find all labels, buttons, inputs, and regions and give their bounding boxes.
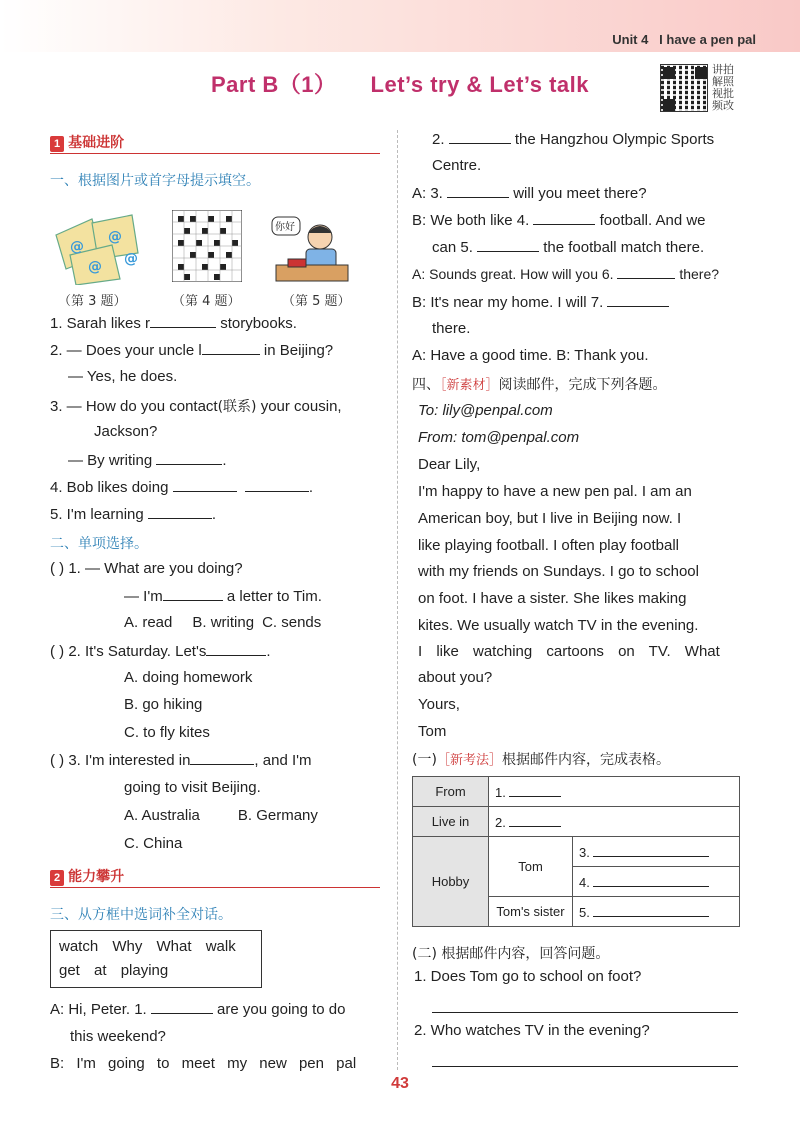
q4-heading: 四、［新素材］阅读邮件，完成下列各题。 (412, 377, 667, 393)
q1-item-2-answer: — Yes, he does. (68, 368, 178, 385)
q2-item-3-options-ab (124, 807, 318, 824)
option-a[interactable]: A. doing homework (124, 669, 253, 686)
email-body-line: like playing football. I often play football (418, 537, 679, 554)
qr-caption: 讲拍解照视批频改 (712, 63, 734, 112)
speech-bubble-text: 你好 (275, 222, 295, 233)
dialogue-line: this weekend? (70, 1028, 166, 1045)
q2-item-3: ( ) 3. I'm interested in , and I'm (50, 752, 312, 769)
option-c[interactable]: C. to fly kites (124, 724, 210, 741)
email-body-line: with my friends on Sundays. I go to school (418, 563, 699, 580)
word-box (50, 930, 262, 988)
answer-blank[interactable] (607, 293, 669, 307)
q2-item-1-line2: — I'm a letter to Tim. (124, 588, 322, 605)
word-box-row: watch Why What walk (59, 938, 236, 955)
svg-text:@: @ (70, 239, 84, 255)
email-to: To: lily@penpal.com (418, 402, 553, 419)
table-label: Live in (413, 807, 489, 837)
option-c[interactable]: C. sends (262, 614, 322, 631)
dialogue-line: B: I'm going to meet my new pen pal (50, 1055, 357, 1072)
caption-q4: （第 4 题） (172, 294, 241, 309)
q1-heading: 一、根据图片或首字母提示填空。 (50, 173, 260, 189)
q1-item-4: 4. Bob likes doing . (50, 479, 314, 496)
dialogue-line: B: We both like 4. football. And we (412, 212, 706, 229)
option-a[interactable]: A. read (124, 614, 173, 631)
envelopes-picture (52, 205, 152, 285)
q2-item-3-line2: going to visit Beijing. (124, 779, 261, 796)
table-label: Hobby (413, 837, 489, 927)
dialogue-line: 2. the Hangzhou Olympic Sports (432, 131, 715, 148)
q4-part2-heading: (二) 根据邮件内容，回答问题。 (412, 946, 610, 962)
email-body-line: on foot. I have a sister. She likes making (418, 590, 687, 607)
dialogue-line: A: Have a good time. B: Thank you. (412, 347, 649, 364)
section-badge-icon: 1 (50, 136, 64, 152)
email-greeting: Dear Lily, (418, 456, 481, 473)
page-number: 43 (391, 1075, 409, 1092)
answer-blank[interactable] (151, 1000, 213, 1014)
email-body-line: American boy, but I live in Beijing now. I (418, 510, 682, 527)
answer-blank[interactable] (245, 478, 309, 492)
caption-q3: （第 3 题） (58, 294, 127, 309)
answer-blank[interactable] (163, 587, 223, 601)
answer-blank[interactable] (617, 265, 675, 279)
dialogue-line: can 5. the football match there. (432, 239, 705, 256)
q2-heading: 二、单项选择。 (50, 536, 148, 552)
section-basic (50, 132, 380, 154)
answer-line[interactable] (432, 1066, 738, 1067)
new-method-tag: ［新考法］ (436, 753, 502, 768)
question-2: 2. Who watches TV in the evening? (414, 1022, 650, 1039)
svg-text:@: @ (124, 251, 138, 267)
email-closing: Yours, (418, 696, 460, 713)
word-box-row: get at playing (59, 962, 169, 979)
q1-item-3: 3. — How do you contact(联系) your cousin, (50, 398, 342, 415)
table-cell[interactable]: 2. (489, 807, 740, 837)
q1-item-1: 1. Sarah likes r storybooks. (50, 315, 297, 332)
table-label: From (413, 777, 489, 807)
option-b[interactable]: B. Germany (237, 807, 318, 824)
q4-part1-heading: (一)［新考法］根据邮件内容，完成表格。 (412, 752, 670, 768)
email-body-line: I'm happy to have a new pen pal. I am an (418, 483, 692, 500)
q2-item-1-options (124, 614, 321, 631)
qr-code[interactable] (660, 64, 708, 112)
caption-q5: （第 5 题） (282, 294, 351, 309)
answer-blank[interactable] (148, 505, 212, 519)
crossword-picture (172, 210, 242, 282)
email-body-line: kites. We usually watch TV in the evening. (418, 617, 699, 634)
section-title: 能力攀升 (68, 869, 125, 885)
answer-blank[interactable] (206, 642, 266, 656)
table-cell[interactable]: 1. (489, 777, 740, 807)
column-divider (397, 130, 398, 1070)
answer-blank[interactable] (150, 314, 216, 328)
dialogue-line: A: Hi, Peter. 1. are you going to do (50, 1001, 346, 1018)
table-label: Tom's sister (489, 897, 573, 927)
hobby-table (412, 776, 740, 927)
dialogue-line: there. (432, 320, 471, 337)
table-cell[interactable]: 3. (573, 837, 740, 867)
svg-text:@: @ (88, 259, 102, 275)
svg-text:@: @ (108, 229, 122, 245)
dialogue-line: A: 3. will you meet there? (412, 185, 647, 202)
email-body-line: about you? (418, 669, 493, 686)
option-a[interactable]: A. Australia (124, 807, 200, 824)
answer-blank[interactable] (449, 130, 511, 144)
answer-line[interactable] (432, 1012, 738, 1013)
q1-item-2: 2. — Does your uncle l in Beijing? (50, 342, 334, 359)
answer-blank[interactable] (447, 184, 509, 198)
boy-writing-picture (270, 215, 350, 283)
section-title: 基础进阶 (68, 135, 125, 151)
answer-blank[interactable] (202, 341, 260, 355)
q2-item-2: ( ) 2. It's Saturday. Let's . (50, 643, 271, 660)
table-cell[interactable]: 5. (573, 897, 740, 927)
answer-blank[interactable] (173, 478, 237, 492)
dialogue-line: Centre. (432, 157, 482, 174)
part-label: Part B（1） (211, 72, 337, 97)
email-signature: Tom (418, 723, 447, 740)
dialogue-line: A: Sounds great. How will you 6. there? (412, 266, 720, 282)
q3-heading: 三、从方框中选词补全对话。 (50, 907, 232, 923)
unit-label: Unit 4 I have a pen pal (612, 32, 756, 47)
q1-item-5: 5. I'm learning . (50, 506, 217, 523)
dialogue-line: B: It's near my home. I will 7. (412, 293, 669, 311)
q1-item-3-answer: — By writing . (68, 452, 227, 469)
q1-item-3-cont: Jackson? (94, 423, 158, 440)
option-c[interactable]: C. China (124, 835, 183, 852)
option-b[interactable]: B. go hiking (124, 696, 203, 713)
answer-blank[interactable] (533, 211, 595, 225)
email-body-line: I like watching cartoons on TV. What (418, 643, 720, 660)
answer-blank[interactable] (477, 238, 539, 252)
section-advanced (50, 866, 380, 888)
new-material-tag: ［新素材］ (440, 378, 499, 393)
answer-blank[interactable] (190, 751, 254, 765)
lesson-label: Let’s try & Let’s talk (370, 72, 589, 97)
answer-blank[interactable] (156, 451, 222, 465)
table-label: Tom (489, 837, 573, 897)
email-from: From: tom@penpal.com (418, 429, 580, 446)
option-b[interactable]: B. writing (192, 614, 255, 631)
table-cell[interactable]: 4. (573, 867, 740, 897)
q2-item-1: ( ) 1. — What are you doing? (50, 560, 243, 577)
section-badge-icon: 2 (50, 870, 64, 886)
question-1: 1. Does Tom go to school on foot? (414, 968, 642, 985)
